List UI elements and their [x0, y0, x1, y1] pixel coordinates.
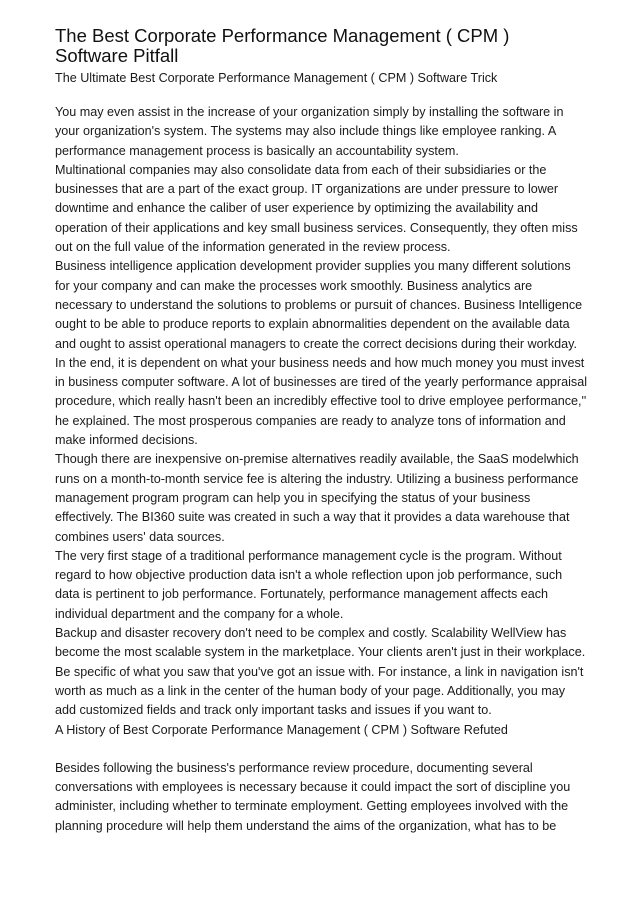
document-page	[55, 26, 587, 836]
paragraph: Business intelligence application development provider supplies you many different solutions for your company and can make the processes work smoothly. Business analytics are necessary to understand the solutions to problems or pursuit of chances. Business Intelligence ought to be able to produce reports to explain abnormalities dependent on the available data and ought to assist operational managers to create the correct decisions during their workday.	[55, 259, 583, 351]
document-subtitle: The Ultimate Best Corporate Performance Management ( CPM ) Software Trick	[55, 71, 498, 85]
paragraph: In the end, it is dependent on what your business needs and how much money you must invest in business computer software. A lot of businesses are tired of the yearly performance appraisal procedure, which really hasn't been an incredibly effective tool to drive employee performance,'' he explained. The most prosperous companies are ready to analyze tons of information and make informed decisions.	[55, 355, 588, 448]
paragraph: Backup and disaster recovery don't need to be complex and costly. Scalability WellView has become the most scalable system in the marketplace. Your clients aren't just in their workplace.	[55, 626, 586, 660]
paragraph: Multinational companies may also consolidate data from each of their subsidiaries or the businesses that are a part of the exact group. IT organizations are under pressure to lower downtime and enhance the caliber of user experience by optimizing the availability and operation of their applications and key small business services. Consequently, they often miss out on the full value of the information generated in the review process.	[55, 162, 578, 255]
paragraph: Be specific of what you saw that you've got an issue with. For instance, a link in navigation isn't worth as much as a link in the center of the human body of your page. Additionally, you may add customized fields and track only important tasks and issues if you want to.	[55, 664, 584, 718]
paragraph: You may even assist in the increase of your organization simply by installing the software in your organization's system. The systems may also include things like employee ranking. A performance management process is basically an accountability system.	[55, 105, 564, 158]
document-body	[55, 103, 587, 836]
paragraph: The very first stage of a traditional performance management cycle is the program. Without regard to how objective production data isn't a whole reflection upon job performance, such data is pertinent to job performance. Fortunately, performance management affects each individual department and the company for a whole.	[55, 548, 563, 621]
section-heading: A History of Best Corporate Performance Management ( CPM ) Software Refuted	[55, 722, 508, 737]
document-title: The Best Corporate Performance Management ( CPM ) Software Pitfall	[55, 25, 510, 66]
paragraph: Besides following the business's performance review procedure, documenting several conversations with employees is necessary because it could impact the sort of discipline you administer, including whether to terminate employment. Getting employees involved with the planning procedure will help them understand the aims of the organization, what has to be	[55, 760, 571, 833]
paragraph: Though there are inexpensive on-premise alternatives readily available, the SaaS modelwhich runs on a month-to-month service fee is altering the industry. Utilizing a business performance management program program can help you in specifying the status of your business effectively. The BI360 suite was created in such a way that it provides a data warehouse that combines users' data sources.	[55, 452, 579, 544]
